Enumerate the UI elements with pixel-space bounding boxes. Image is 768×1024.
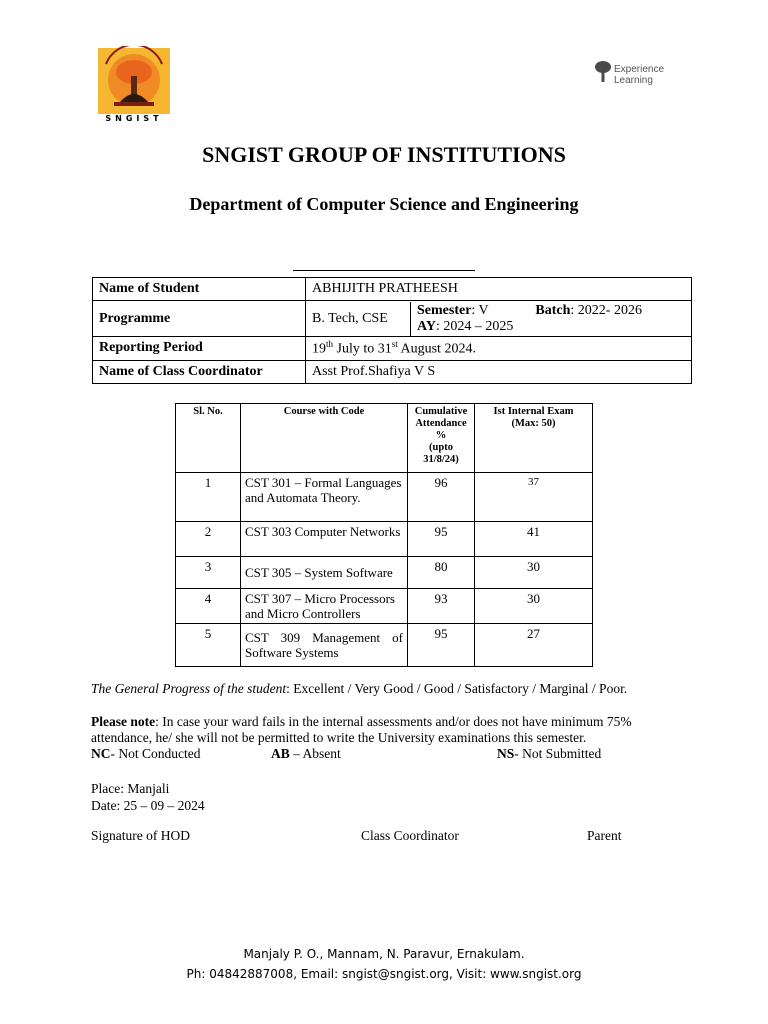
signature-parent: Parent bbox=[587, 828, 622, 843]
general-progress bbox=[91, 681, 627, 697]
ay-value: : 2024 – 2025 bbox=[435, 318, 514, 334]
marks-table bbox=[175, 403, 593, 667]
sl-no: 2 bbox=[176, 522, 241, 557]
sl-no: 1 bbox=[176, 473, 241, 522]
programme-value: B. Tech, CSE bbox=[306, 302, 411, 336]
sl-no: 4 bbox=[176, 589, 241, 624]
place-date bbox=[91, 780, 205, 814]
batch-value: : 2022- 2026 bbox=[570, 302, 642, 318]
table-row bbox=[176, 624, 593, 667]
experience-learning-logo bbox=[594, 58, 674, 120]
signature-hod: Signature of HOD bbox=[91, 828, 190, 843]
course: CST 303 Computer Networks bbox=[241, 522, 408, 557]
experience-learning-text: Experience Learning bbox=[614, 64, 665, 86]
exam-marks: 27 bbox=[475, 624, 593, 667]
institution-title: SNGIST GROUP OF INSTITUTIONS bbox=[202, 142, 566, 167]
page-footer bbox=[0, 944, 768, 984]
attendance: 96 bbox=[408, 473, 475, 522]
programme-label: Programme bbox=[93, 301, 306, 337]
course: CST 305 – System Software bbox=[241, 557, 408, 589]
sl-no: 3 bbox=[176, 557, 241, 589]
ay-label: AY bbox=[417, 318, 436, 334]
header-attendance: Cumulative Attendance % (upto 31/8/24) bbox=[408, 404, 475, 473]
legend-nc: NC- Not Conducted bbox=[91, 746, 201, 761]
date: Date: 25 – 09 – 2024 bbox=[91, 798, 205, 813]
exam-marks: 30 bbox=[475, 557, 593, 589]
course: CST 309 Management of Software Systems bbox=[241, 624, 408, 667]
tree-icon bbox=[594, 60, 612, 84]
note-label: Please note bbox=[91, 714, 156, 729]
header-course: Course with Code bbox=[241, 404, 408, 473]
table-row bbox=[176, 473, 593, 522]
table-row bbox=[176, 522, 593, 557]
table-row bbox=[93, 337, 692, 361]
table-row bbox=[176, 557, 593, 589]
student-name: ABHIJITH PRATHEESH bbox=[306, 278, 692, 301]
divider bbox=[293, 270, 475, 271]
institution-logo bbox=[96, 46, 172, 128]
footer-address: Manjaly P. O., Mannam, N. Paravur, Ernakulam. bbox=[243, 947, 525, 961]
department-title: Department of Computer Science and Engineering bbox=[189, 194, 579, 214]
table-row bbox=[176, 589, 593, 624]
place: Place: Manjali bbox=[91, 781, 170, 796]
course: CST 301 – Formal Languages and Automata Theory. bbox=[241, 473, 408, 522]
student-info-table bbox=[92, 277, 692, 384]
logo-caption: SNGIST bbox=[105, 114, 163, 123]
header-exam: Ist Internal Exam (Max: 50) bbox=[475, 404, 593, 473]
semester-value: : V bbox=[471, 302, 489, 318]
exam-marks: 41 bbox=[475, 522, 593, 557]
exam-marks: 37 bbox=[475, 473, 593, 522]
progress-label: The General Progress of the student bbox=[91, 681, 287, 696]
table-row bbox=[93, 360, 692, 383]
table-header-row bbox=[176, 404, 593, 473]
attendance: 95 bbox=[408, 624, 475, 667]
period-value: 19th July to 31st August 2024. bbox=[306, 337, 692, 361]
student-label: Name of Student bbox=[93, 278, 306, 301]
footer-contact: Ph: 04842887008, Email: sngist@sngist.org, Visit: www.sngist.org bbox=[186, 967, 582, 981]
semester-label: Semester bbox=[417, 302, 472, 318]
legend-ns: NS- Not Submitted bbox=[497, 746, 602, 761]
exam-marks: 30 bbox=[475, 589, 593, 624]
course: CST 307 – Micro Processors and Micro Controllers bbox=[241, 589, 408, 624]
table-row bbox=[93, 301, 692, 337]
batch-label: Batch bbox=[535, 302, 571, 318]
signature-coordinator: Class Coordinator bbox=[361, 828, 459, 843]
note-text: : In case your ward fails in the internal assessments and/or does not have minimum 75% attendance, he/ she will not be permitted to write the University examinations this semester. bbox=[91, 714, 632, 745]
attendance: 80 bbox=[408, 557, 475, 589]
header-sl-no: Sl. No. bbox=[176, 404, 241, 473]
table-row bbox=[93, 278, 692, 301]
coordinator-name: Asst Prof.Shafiya V S bbox=[306, 360, 692, 383]
sl-no: 5 bbox=[176, 624, 241, 667]
period-label: Reporting Period bbox=[93, 337, 306, 361]
please-note bbox=[91, 714, 691, 746]
attendance: 95 bbox=[408, 522, 475, 557]
legend-ab: AB – Absent bbox=[271, 746, 341, 761]
attendance: 93 bbox=[408, 589, 475, 624]
coordinator-label: Name of Class Coordinator bbox=[93, 360, 306, 383]
progress-options: : Excellent / Very Good / Good / Satisfactory / Marginal / Poor. bbox=[286, 681, 628, 696]
semester-info bbox=[411, 302, 648, 336]
